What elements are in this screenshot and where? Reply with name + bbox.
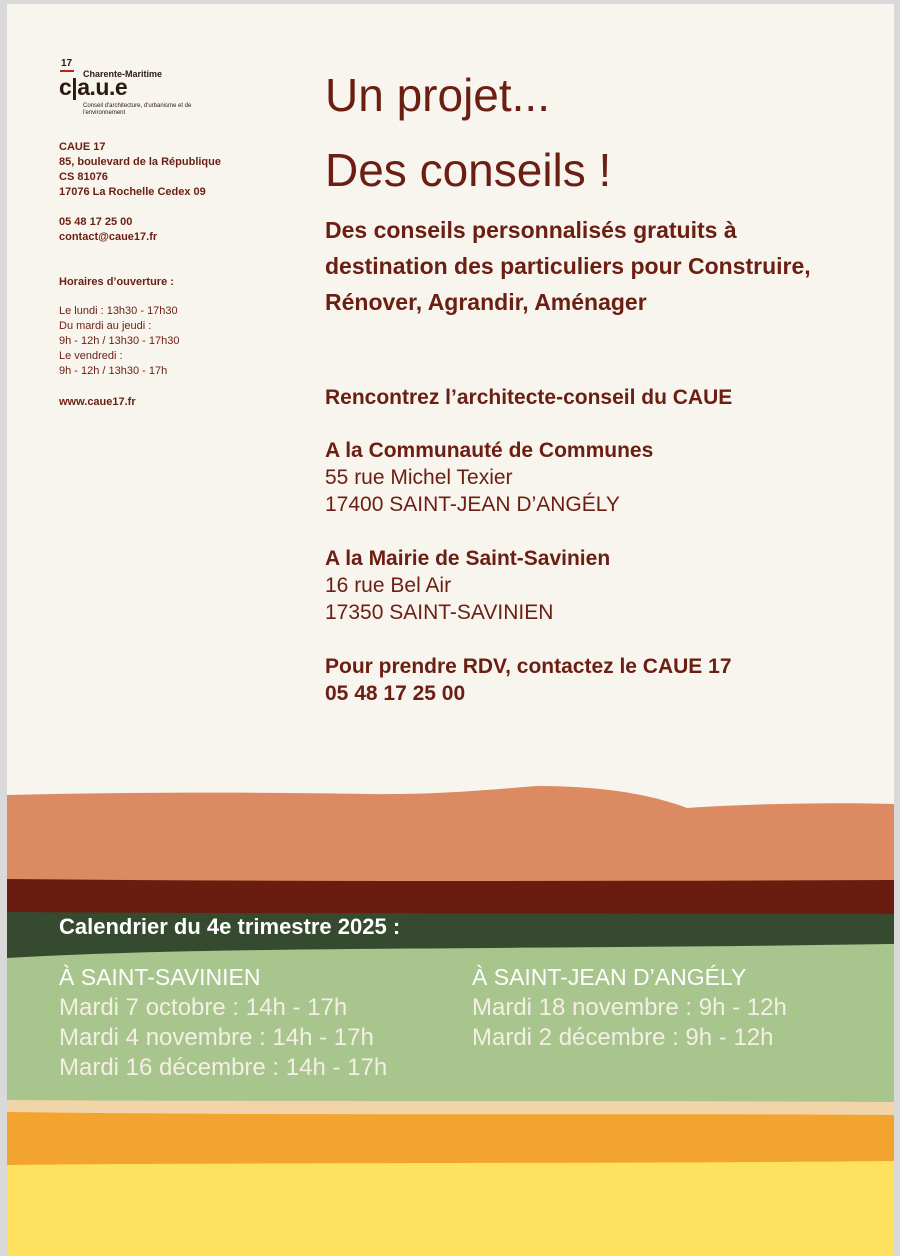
yellow-band xyxy=(7,1161,894,1256)
column-heading-saint-savinien: À SAINT-SAVINIEN xyxy=(59,964,261,990)
hours-heading: Horaires d’ouverture : xyxy=(59,276,174,288)
location-2-street: 16 rue Bel Air xyxy=(325,574,452,597)
column-heading-saint-jean: À SAINT-JEAN D’ANGÉLY xyxy=(472,964,747,990)
dates-saint-jean xyxy=(472,993,787,1053)
logo-region: Charente-Maritime xyxy=(83,69,163,79)
hours-line: 9h - 12h / 13h30 - 17h xyxy=(59,365,168,377)
date-item: Mardi 18 novembre : 9h - 12h xyxy=(472,994,787,1021)
address-line-1: 85, boulevard de la République xyxy=(59,156,221,168)
hours-line: Le lundi : 13h30 - 17h30 xyxy=(59,305,178,317)
date-item: Mardi 4 novembre : 14h - 17h xyxy=(59,1024,374,1051)
poster xyxy=(7,4,894,1256)
location-2-title: A la Mairie de Saint-Savinien xyxy=(325,547,611,570)
lead-paragraph: Des conseils personnalisés gratuits à destination des particuliers pour Construire, Rénover, Agrandir, Aménager xyxy=(325,217,811,315)
email-link[interactable]: contact@caue17.fr xyxy=(59,231,158,243)
meet-architect: Rencontrez l’architecte-conseil du CAUE xyxy=(325,386,733,409)
address-line-3: 17076 La Rochelle Cedex 09 xyxy=(59,186,206,198)
date-item: Mardi 16 décembre : 14h - 17h xyxy=(59,1054,388,1081)
hours-line: 9h - 12h / 13h30 - 17h30 xyxy=(59,335,180,347)
date-item: Mardi 7 octobre : 14h - 17h xyxy=(59,994,348,1021)
headline-line-2: Des conseils ! xyxy=(325,144,612,196)
location-2-city: 17350 SAINT-SAVINIEN xyxy=(325,601,554,624)
rdv-text: Pour prendre RDV, contactez le CAUE 17 xyxy=(325,655,732,678)
location-1-city: 17400 SAINT-JEAN D’ANGÉLY xyxy=(325,493,620,516)
phone: 05 48 17 25 00 xyxy=(59,216,133,228)
hours-line: Le vendredi : xyxy=(59,350,123,362)
headline-line-1: Un projet... xyxy=(325,69,550,121)
website-link[interactable]: www.caue17.fr xyxy=(59,396,136,408)
orange-band xyxy=(7,1112,894,1168)
location-1-street: 55 rue Michel Texier xyxy=(325,466,513,489)
date-item: Mardi 2 décembre : 9h - 12h xyxy=(472,1024,774,1051)
location-1-title: A la Communauté de Communes xyxy=(325,439,654,462)
org-name: CAUE 17 xyxy=(59,141,106,153)
logo-bar xyxy=(60,70,74,72)
hours-line: Du mardi au jeudi : xyxy=(59,320,152,332)
address-line-2: CS 81076 xyxy=(59,171,108,183)
rdv-phone: 05 48 17 25 00 xyxy=(325,682,466,705)
logo-number: 17 xyxy=(61,58,73,69)
terracotta-band xyxy=(7,786,894,894)
logo-wordmark: c|a.u.e xyxy=(59,74,128,100)
logo-subtitle: Conseil d'architecture, d'urbanisme et de l'environnement xyxy=(83,103,192,116)
calendar-title: Calendrier du 4e trimestre 2025 : xyxy=(59,914,401,939)
dates-saint-savinien xyxy=(59,993,387,1083)
